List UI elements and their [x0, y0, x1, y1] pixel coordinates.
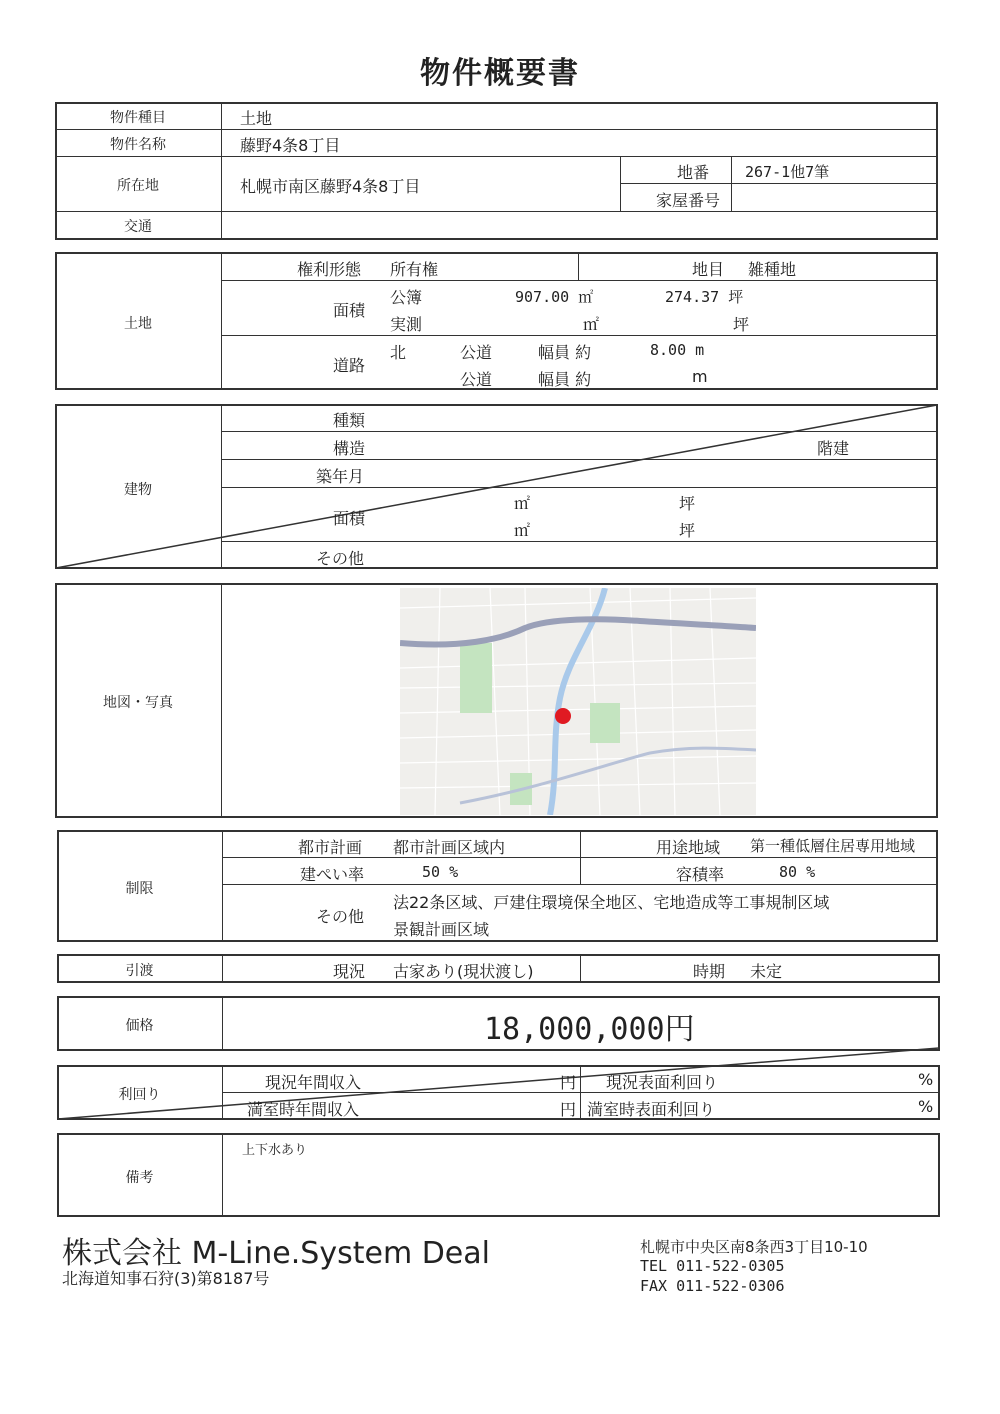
- land-section-label: 土地: [124, 316, 152, 332]
- building-other-label: その他: [316, 549, 365, 568]
- handover-status-value: 古家あり(現状渡し): [393, 962, 534, 981]
- building-area2-tsubo: 坪: [679, 521, 696, 540]
- lot-value: 267-1他7筆: [745, 163, 830, 181]
- coverage-ratio-value: 50 %: [422, 863, 459, 881]
- land-category-value: 雑種地: [748, 260, 797, 279]
- coverage-ratio-label: 建ぺい率: [300, 865, 365, 884]
- road1-type: 公道: [460, 343, 493, 362]
- company-tel: TEL 011-522-0305: [640, 1257, 785, 1275]
- handover-timing-label: 時期: [693, 962, 726, 981]
- rights-label: 権利形態: [297, 260, 362, 279]
- floor-area-ratio-label: 容積率: [676, 865, 725, 884]
- road1-width: 8.00 m: [650, 341, 705, 359]
- land-area-label: 面積: [333, 301, 366, 320]
- rights-value: 所有権: [390, 260, 439, 279]
- land-category-label: 地目: [692, 260, 725, 279]
- property-name-value: 藤野4条8丁目: [240, 136, 341, 155]
- survey-label: 実測: [390, 315, 423, 334]
- restriction-other-line2: 景観計画区域: [393, 920, 490, 939]
- divider: [222, 1133, 223, 1217]
- full-yield-unit: %: [918, 1097, 934, 1116]
- company-name: 株式会社 M-Line.System Deal: [62, 1236, 490, 1271]
- current-yield-label: 現況表面利回り: [606, 1073, 719, 1092]
- current-yield-unit: %: [918, 1070, 934, 1089]
- floor-area-ratio-value: 80 %: [779, 863, 816, 881]
- house-number-label: 家屋番号: [656, 191, 721, 210]
- restriction-section-label: 制限: [125, 881, 154, 897]
- price-section-label: 価格: [125, 1018, 154, 1034]
- building-area-label: 面積: [333, 509, 366, 528]
- company-license: 北海道知事石狩(3)第8187号: [62, 1269, 270, 1288]
- building-kind-label: 種類: [333, 411, 366, 430]
- location-label: 所在地: [117, 178, 159, 194]
- company-address: 札幌市中央区南8条西3丁目10-10: [640, 1238, 868, 1256]
- registry-area-m2: 907.00 ㎡: [515, 288, 594, 306]
- map-section-label: 地図・写真: [103, 695, 173, 711]
- road-label: 道路: [333, 356, 366, 375]
- property-type-value: 土地: [240, 109, 273, 128]
- full-income-unit: 円: [560, 1100, 577, 1119]
- page-title: 物件概要書: [420, 56, 580, 91]
- building-area1-m2: ㎡: [514, 494, 531, 513]
- registry-label: 公簿: [390, 288, 423, 307]
- building-area2-m2: ㎡: [514, 521, 531, 540]
- handover-section-label: 引渡: [125, 963, 154, 979]
- city-plan-value: 都市計画区域内: [393, 838, 506, 857]
- city-plan-label: 都市計画: [298, 838, 363, 857]
- building-floors-label: 階建: [817, 439, 850, 458]
- building-structure-label: 構造: [333, 439, 366, 458]
- survey-area-m2: ㎡: [583, 315, 600, 334]
- traffic-label: 交通: [124, 219, 152, 235]
- zoning-value: 第一種低層住居専用地域: [750, 837, 916, 855]
- handover-timing-value: 未定: [750, 962, 783, 981]
- property-name-label: 物件名称: [110, 137, 166, 153]
- yield-section-label: 利回り: [118, 1087, 161, 1103]
- road2-width: m: [692, 367, 708, 386]
- full-income-label: 満室時年間収入: [247, 1100, 360, 1119]
- registry-area-tsubo: 274.37 坪: [665, 288, 744, 306]
- building-area1-tsubo: 坪: [679, 494, 696, 513]
- current-income-unit: 円: [560, 1073, 577, 1092]
- handover-status-label: 現況: [333, 962, 366, 981]
- full-yield-label: 満室時表面利回り: [587, 1100, 716, 1119]
- road2-type: 公道: [460, 370, 493, 389]
- lot-label: 地番: [677, 163, 710, 182]
- price-value: 18,000,000円: [484, 1012, 695, 1047]
- building-section-label: 建物: [124, 482, 152, 498]
- zoning-label: 用途地域: [656, 838, 721, 857]
- road1-width-label: 幅員 約: [538, 343, 592, 362]
- restriction-other-label: その他: [316, 907, 365, 926]
- property-type-label: 物件種目: [110, 110, 166, 126]
- restriction-other-line1: 法22条区域、戸建住環境保全地区、宅地造成等工事規制区域: [393, 893, 830, 912]
- remarks-section-label: 備考: [125, 1170, 154, 1186]
- company-fax: FAX 011-522-0306: [640, 1277, 785, 1295]
- current-income-label: 現況年間収入: [265, 1073, 362, 1092]
- location-value: 札幌市南区藤野4条8丁目: [240, 177, 421, 196]
- survey-area-tsubo: 坪: [733, 315, 750, 334]
- remarks-value: 上下水あり: [242, 1143, 308, 1158]
- road1-direction: 北: [390, 343, 407, 362]
- built-date-label: 築年月: [316, 467, 365, 486]
- road2-width-label: 幅員 約: [538, 370, 592, 389]
